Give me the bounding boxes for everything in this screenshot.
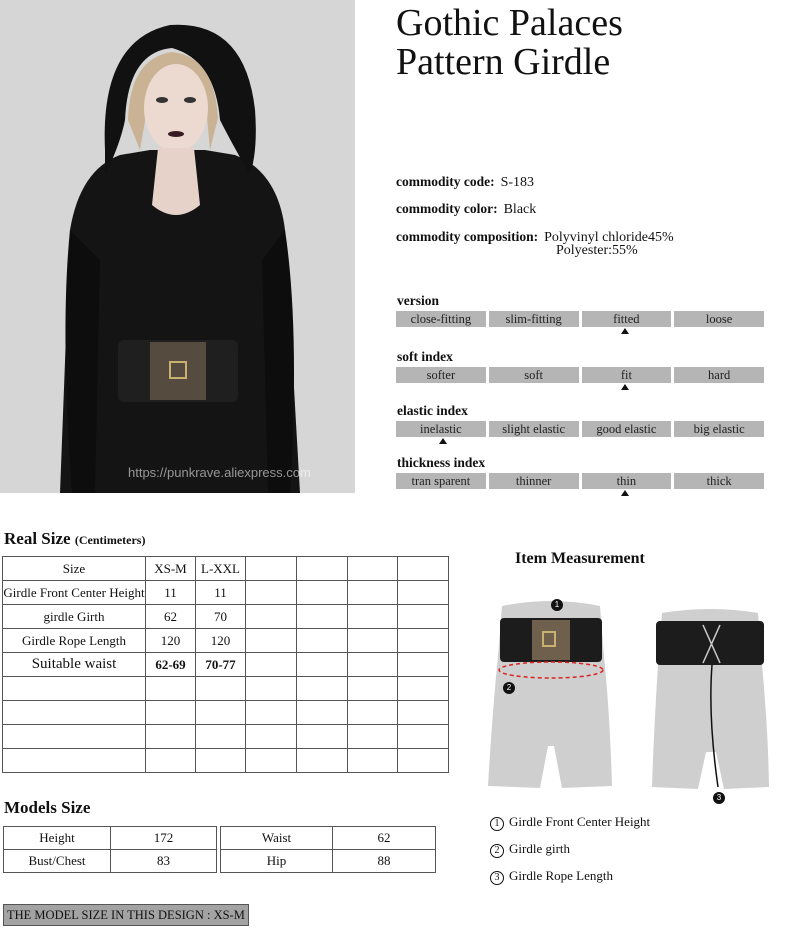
table-cell: L-XXL: [196, 557, 246, 581]
table-cell: [246, 677, 297, 701]
table-cell: [246, 725, 297, 749]
table-cell: Bust/Chest: [4, 850, 111, 873]
legend-item: [490, 814, 650, 831]
table-cell: [296, 725, 347, 749]
table-cell: Girdle Front Center Height: [3, 581, 146, 605]
table-cell: [347, 749, 398, 773]
elastic-option: inelastic: [396, 421, 486, 437]
color-label: commodity color:: [396, 201, 498, 216]
commodity-color: [396, 201, 536, 218]
table-cell: 88: [333, 850, 436, 873]
composition-value1: Polyvinyl chloride45%: [544, 230, 674, 245]
soft-index-label: soft index: [397, 349, 453, 364]
product-title-line1: Gothic Palaces: [396, 2, 623, 44]
table-cell: 62: [333, 827, 436, 850]
thickness-option: thinner: [489, 473, 579, 489]
version-marker-icon: [621, 328, 629, 334]
table-cell: [347, 605, 398, 629]
thickness-option: thin: [582, 473, 672, 489]
color-value: Black: [503, 202, 537, 217]
table-row: [3, 725, 449, 749]
table-row: [3, 605, 449, 629]
thickness-option: tran sparent: [396, 473, 486, 489]
table-cell: 70: [196, 605, 246, 629]
code-value: S-183: [500, 175, 535, 190]
soft-option: soft: [489, 367, 579, 383]
table-cell: 120: [146, 629, 196, 653]
table-row: [3, 629, 449, 653]
code-label: commodity code:: [396, 174, 495, 189]
marker-2-icon: 2: [503, 682, 515, 694]
legend-text: Girdle girth: [509, 841, 571, 856]
elastic-marker-icon: [439, 438, 447, 444]
table-cell: [246, 557, 297, 581]
models-size-title: Models Size: [4, 798, 91, 817]
table-cell: [246, 629, 297, 653]
table-cell: 62-69: [146, 653, 196, 677]
table-cell: [398, 677, 449, 701]
table-cell: [246, 653, 297, 677]
product-title-line2: Pattern Girdle: [396, 41, 611, 83]
table-cell: [146, 749, 196, 773]
real-size-heading: [4, 529, 145, 549]
table-cell: [3, 749, 146, 773]
version-label: version: [397, 293, 439, 308]
number-2-icon: 2: [490, 844, 504, 858]
marker-1-icon: 1: [551, 599, 563, 611]
table-cell: [246, 701, 297, 725]
table-cell: [146, 677, 196, 701]
table-cell: [196, 749, 246, 773]
soft-option: hard: [674, 367, 764, 383]
table-cell: [296, 749, 347, 773]
model-photo: [0, 0, 355, 493]
soft-option: fit: [582, 367, 672, 383]
legend-item: [490, 868, 613, 885]
composition-value2: Polyester:55%: [556, 243, 638, 258]
composition-label: commodity composition:: [396, 229, 539, 244]
models-size-table-left: [3, 826, 217, 873]
table-cell: 70-77: [196, 653, 246, 677]
table-cell: 62: [146, 605, 196, 629]
table-row: [3, 557, 449, 581]
table-cell: Waist: [221, 827, 333, 850]
version-option: close-fitting: [396, 311, 486, 327]
table-cell: [296, 653, 347, 677]
table-row: [3, 701, 449, 725]
table-cell: [347, 557, 398, 581]
table-cell: [347, 701, 398, 725]
mannequin-back-image: [648, 607, 773, 797]
table-cell: [3, 701, 146, 725]
table-cell: [246, 605, 297, 629]
number-1-icon: 1: [490, 817, 504, 831]
table-cell: 172: [111, 827, 217, 850]
table-row: [3, 749, 449, 773]
elastic-index-label: elastic index: [397, 403, 468, 418]
table-cell: [347, 653, 398, 677]
table-cell: [398, 605, 449, 629]
real-size-unit: (Centimeters): [74, 533, 146, 547]
mannequin-front-image: [482, 596, 620, 792]
commodity-code: [396, 174, 534, 191]
elastic-option: big elastic: [674, 421, 764, 437]
table-row: [4, 827, 217, 850]
table-cell: [3, 677, 146, 701]
table-cell: 11: [196, 581, 246, 605]
number-3-icon: 3: [490, 871, 504, 885]
legend-text: Girdle Rope Length: [509, 868, 613, 883]
table-cell: [146, 725, 196, 749]
table-cell: 83: [111, 850, 217, 873]
real-size-title: Real Size: [4, 529, 71, 548]
table-cell: [3, 725, 146, 749]
thickness-option: thick: [674, 473, 764, 489]
table-cell: [296, 701, 347, 725]
thickness-index-scale: [396, 473, 764, 489]
legend-text: Girdle Front Center Height: [509, 814, 651, 829]
model-size-note: THE MODEL SIZE IN THIS DESIGN : XS-M: [3, 904, 249, 926]
table-cell: [296, 581, 347, 605]
table-cell: XS-M: [146, 557, 196, 581]
version-scale: [396, 311, 764, 327]
table-row: [4, 850, 217, 873]
table-cell: 11: [146, 581, 196, 605]
table-cell: [146, 701, 196, 725]
watermark: https://punkrave.aliexpress.com: [128, 465, 311, 480]
table-cell: [347, 581, 398, 605]
table-cell: 120: [196, 629, 246, 653]
version-option: fitted: [582, 311, 672, 327]
elastic-option: good elastic: [582, 421, 672, 437]
thickness-index-label: thickness index: [397, 455, 486, 470]
table-cell: Hip: [221, 850, 333, 873]
table-cell: girdle Girth: [3, 605, 146, 629]
table-cell: [246, 581, 297, 605]
table-cell: [296, 629, 347, 653]
table-cell: [296, 557, 347, 581]
table-row: [221, 827, 436, 850]
table-cell: [398, 629, 449, 653]
table-cell: [398, 653, 449, 677]
table-cell: [347, 629, 398, 653]
table-cell: Size: [3, 557, 146, 581]
table-cell: [398, 557, 449, 581]
thickness-marker-icon: [621, 490, 629, 496]
item-measurement-title: Item Measurement: [515, 550, 645, 567]
legend-item: [490, 841, 570, 858]
table-cell: [296, 605, 347, 629]
version-option: loose: [674, 311, 764, 327]
marker-3-icon: 3: [713, 792, 725, 804]
table-row: [3, 677, 449, 701]
table-cell: [398, 749, 449, 773]
table-cell: [246, 749, 297, 773]
table-cell: [196, 725, 246, 749]
table-cell: [196, 701, 246, 725]
version-option: slim-fitting: [489, 311, 579, 327]
table-cell: [347, 677, 398, 701]
soft-index-scale: [396, 367, 764, 383]
soft-option: softer: [396, 367, 486, 383]
elastic-index-scale: [396, 421, 764, 437]
soft-marker-icon: [621, 384, 629, 390]
table-cell: [398, 701, 449, 725]
table-row: [221, 850, 436, 873]
table-cell: [196, 677, 246, 701]
table-cell: [347, 725, 398, 749]
table-cell: Height: [4, 827, 111, 850]
table-cell: [398, 725, 449, 749]
table-cell: [296, 677, 347, 701]
elastic-option: slight elastic: [489, 421, 579, 437]
table-cell: Girdle Rope Length: [3, 629, 146, 653]
table-cell: [398, 581, 449, 605]
table-row: [3, 581, 449, 605]
real-size-table: [2, 556, 449, 773]
table-row: [3, 653, 449, 677]
table-cell: Suitable waist: [3, 653, 146, 677]
models-size-table-right: [220, 826, 436, 873]
